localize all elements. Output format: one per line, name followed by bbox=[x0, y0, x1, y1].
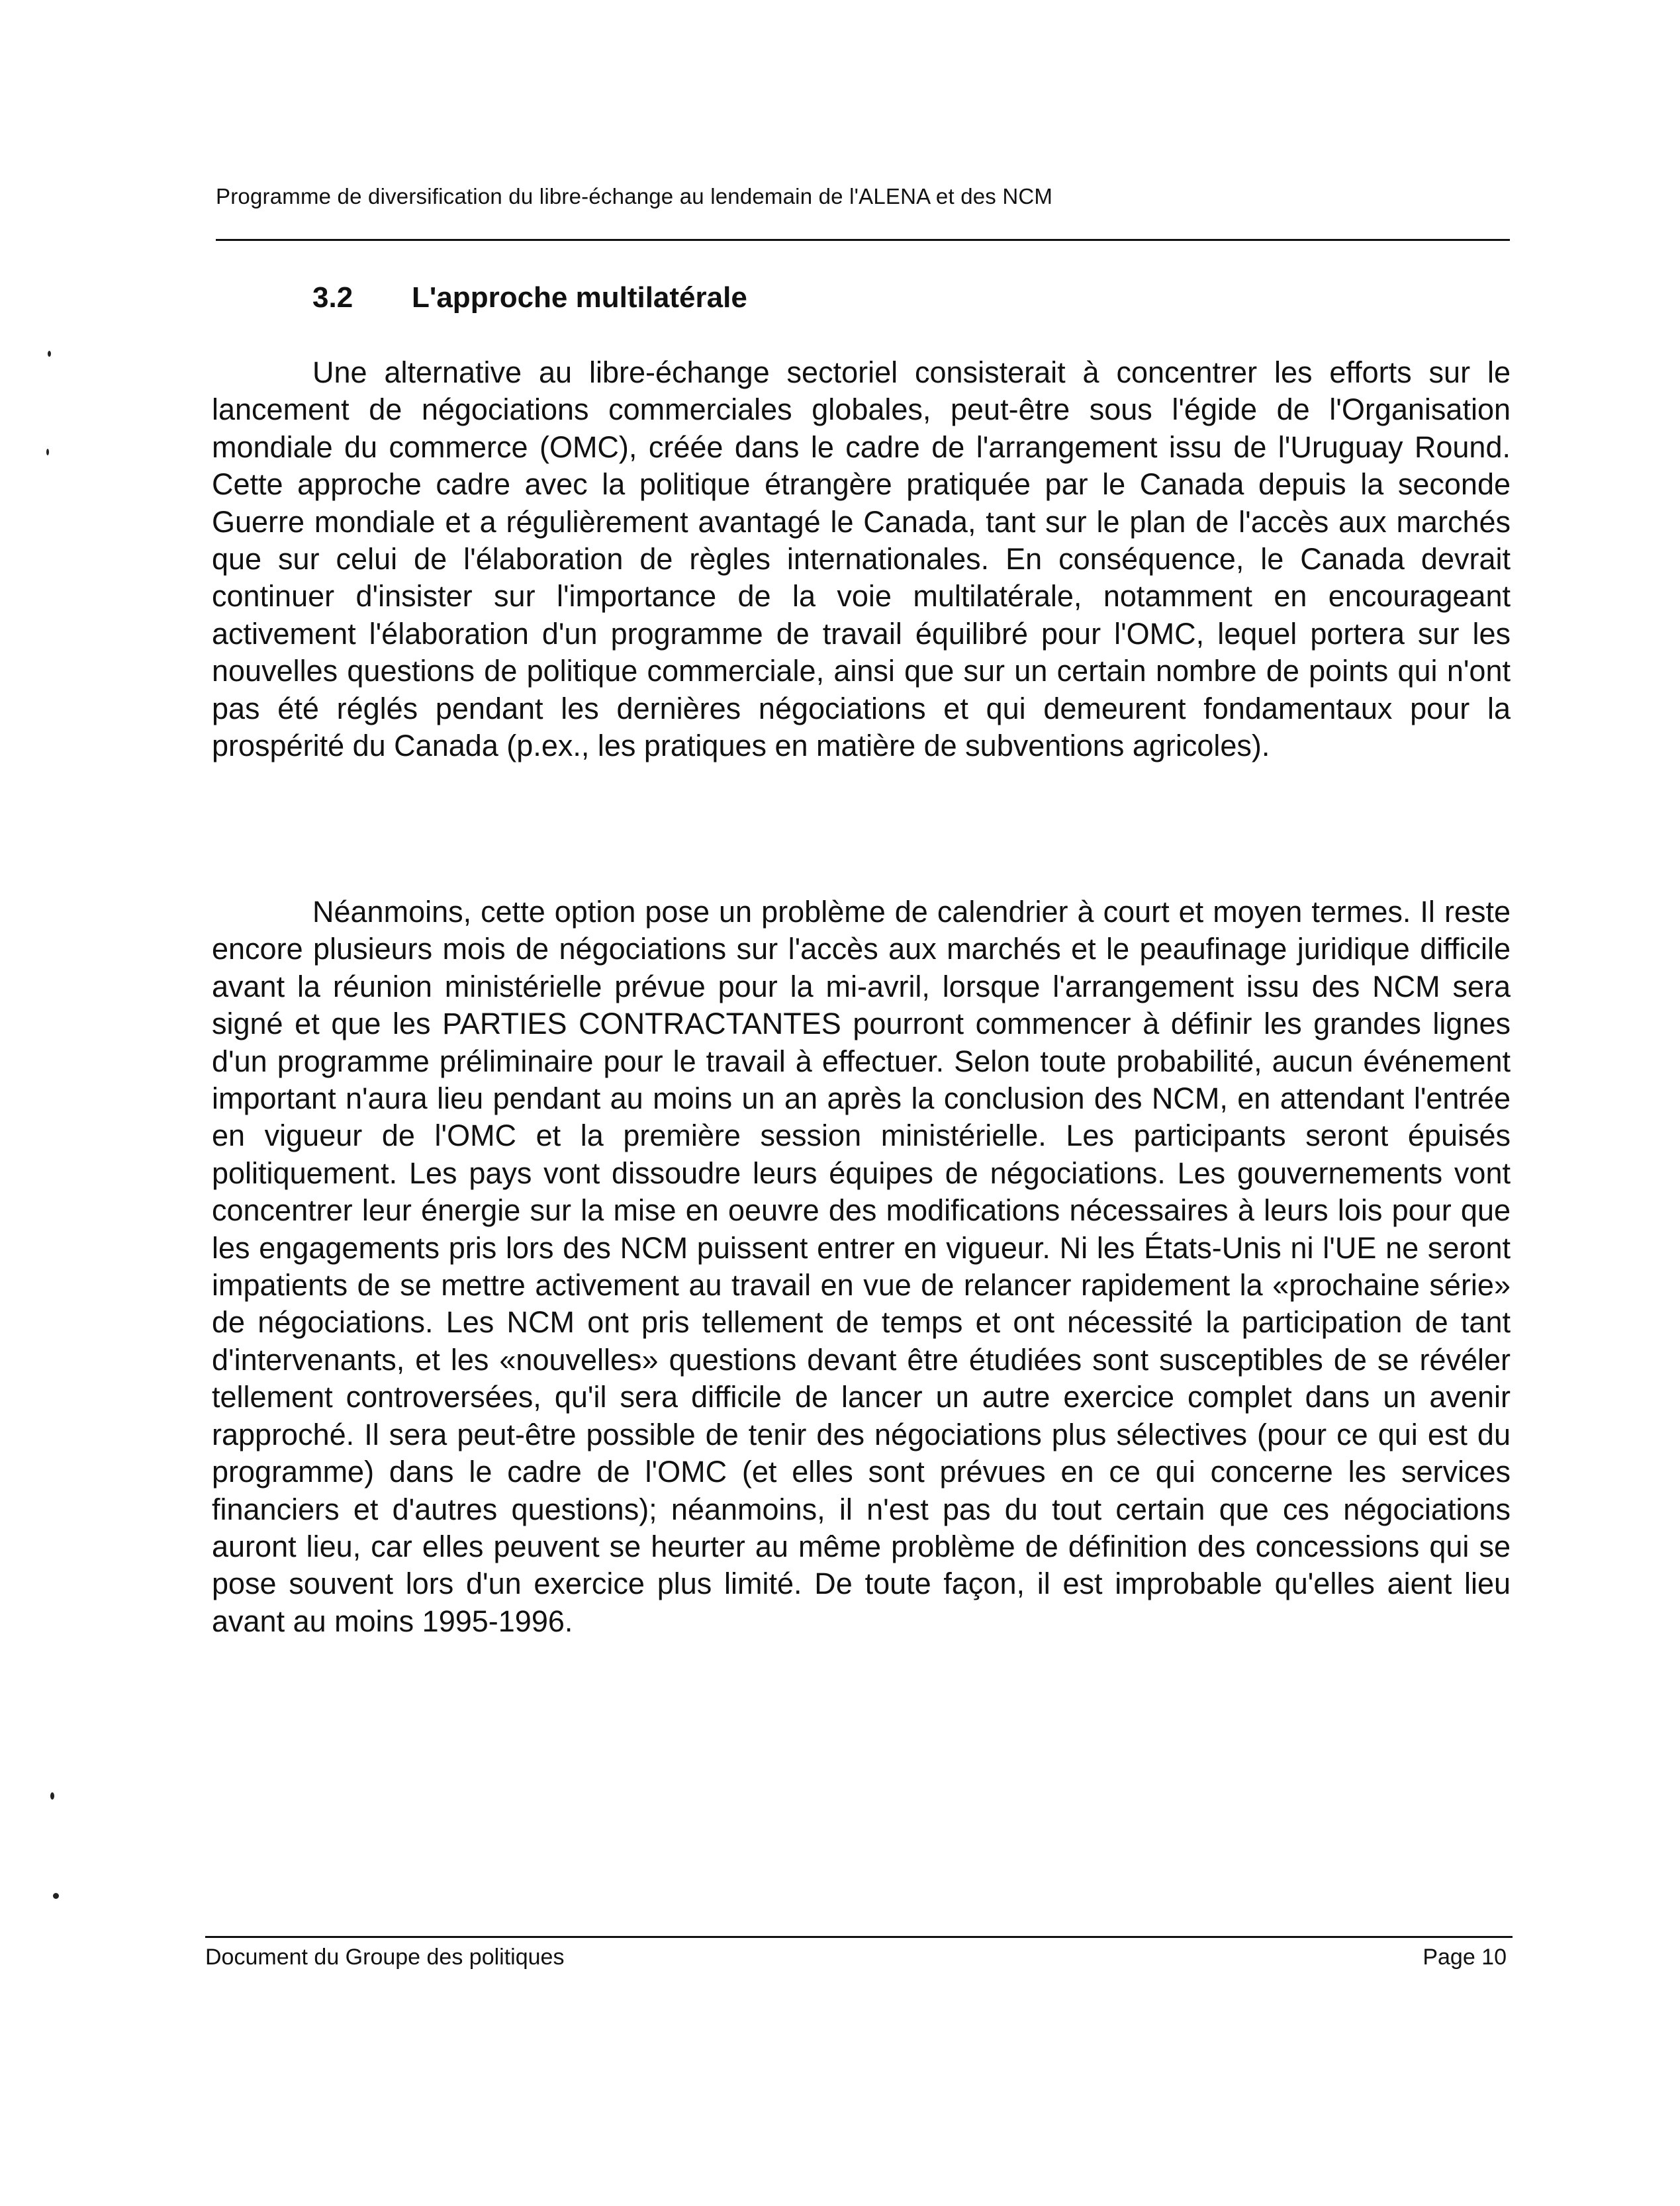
running-header: Programme de diversification du libre-échange au lendemain de l'ALENA et des NCM bbox=[216, 184, 1053, 208]
footer-page-number: Page 10 bbox=[1423, 1945, 1507, 1970]
header-rule bbox=[216, 239, 1510, 241]
body-paragraph-2: Néanmoins, cette option pose un problème de calendrier à court et moyen termes. Il reste encore plusieurs mois de négociations sur l'accès aux marchés et le peaufinage juridique difficile avant la réunion ministérielle prévue pour la mi-avril, lorsque l'arrangement issu des NCM sera signé et que les PARTIES CONTRACTANTES pourront commencer à définir les grandes lignes d'un programme préliminaire pour le travail à effectuer. Selon toute probabilité, aucun événement important n'aura lieu pendant au moins un an après la conclusion des NCM, en attendant l'entrée en vigueur de l'OMC et la première session ministérielle. Les participants seront épuisés politiquement. Les pays vont dissoudre leurs équipes de négociations. Les gouvernements vont concentrer leur énergie sur la mise en oeuvre des modifications nécessaires à leurs lois pour que les engagements pris lors des NCM puissent entrer en vigueur. Ni les États-Unis ni l'UE ne seront impatients de se mettre activement au travail en vue de relancer rapidement la «prochaine série» de négociations. Les NCM ont pris tellement de temps et ont nécessité la participation de tant d'intervenants, et les «nouvelles» questions devant être étudiées sont susceptibles de se révéler tellement controversées, qu'il sera difficile de lancer un autre exercice complet dans un avenir rapproché. Il sera peut-être possible de tenir des négociations plus sélectives (pour ce qui est du programme) dans le cadre de l'OMC (et elles sont prévues en ce qui concerne les services financiers et d'autres questions); néanmoins, il n'est pas du tout certain que ces négociations auront lieu, car elles peuvent se heurter au même problème de définition des concessions qui se pose souvent lors d'un exercice plus limité. De toute façon, il est improbable qu'elles aient lieu avant au moins 1995-1996. bbox=[212, 895, 1511, 1638]
body-paragraph-1: Une alternative au libre-échange sectoriel consisterait à concentrer les efforts sur le lancement de négociations commerciales globales, peut-être sous l'égide de l'Organisation mondiale du commerce (OMC), créée dans le cadre de l'arrangement issu de l'Uruguay Round. Cette approche cadre avec la politique étrangère pratiquée par le Canada depuis la seconde Guerre mondiale et a régulièrement avantagé le Canada, tant sur le plan de l'accès aux marchés que sur celui de l'élaboration de règles internationales. En conséquence, le Canada devrait continuer d'insister sur l'importance de la voie multilatérale, notamment en encourageant activement l'élaboration d'un programme de travail équilibré pour l'OMC, lequel portera sur les nouvelles questions de politique commerciale, ainsi que sur un certain nombre de points qui n'ont pas été réglés pendant les dernières négociations et qui demeurent fondamentaux pour la prospérité du Canada (p.ex., les pratiques en matière de subventions agricoles). bbox=[212, 355, 1511, 763]
scan-speck bbox=[53, 1893, 59, 1899]
section-title: L'approche multilatérale bbox=[412, 281, 747, 314]
scan-speck bbox=[46, 449, 49, 455]
scan-speck bbox=[48, 351, 51, 357]
footer-document-name: Document du Groupe des politiques bbox=[205, 1945, 565, 1970]
footer-rule bbox=[205, 1936, 1513, 1938]
section-heading bbox=[312, 281, 747, 314]
section-number: 3.2 bbox=[312, 281, 353, 314]
scan-speck bbox=[50, 1792, 54, 1800]
